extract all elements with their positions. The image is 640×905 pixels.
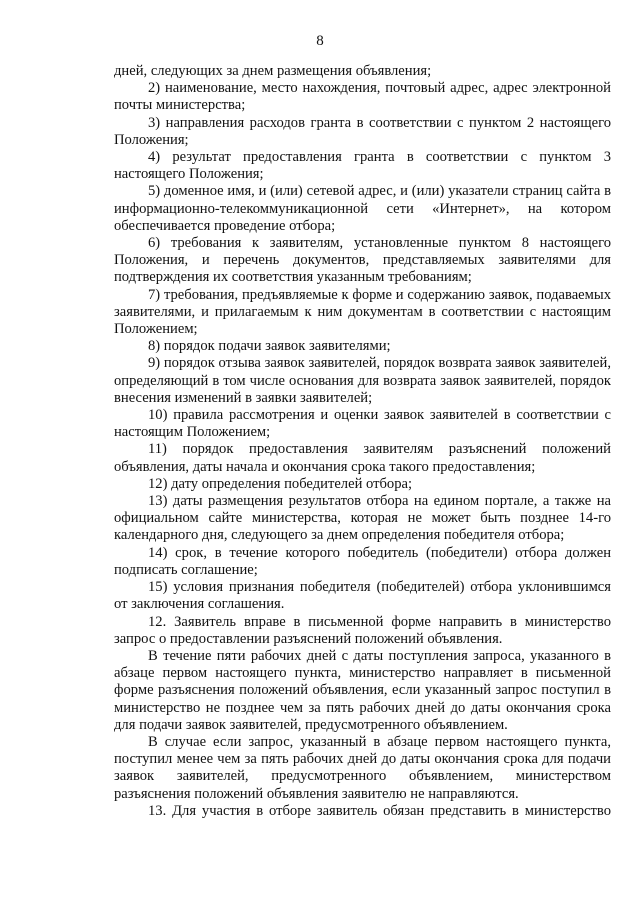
list-item-12: 12) дату определения победителей отбора; <box>148 475 413 492</box>
list-item-3: 3) направления расходов гранта в соответствии с пунктом 2 настоящего Положения; <box>114 114 611 148</box>
section-13: 13. Для участия в отборе заявитель обязан представить в министерство <box>148 802 611 819</box>
list-item-9: 9) порядок отзыва заявок заявителей, порядок возврата заявок заявителей, определяющий в том числе основания для возврата заявок заявителей, порядок внесения изменений в заявки заявителей; <box>114 355 611 406</box>
section-12: 12. Заявитель вправе в письменной форме направить в министерство запрос о предоставлении разъяснений положений объявления. <box>114 613 611 647</box>
list-item-14: 14) срок, в течение которого победитель (победители) отбора должен подписать соглашение; <box>114 544 611 578</box>
paragraph-continuation: дней, следующих за днем размещения объявления; <box>114 63 432 79</box>
list-item-15: 15) условия признания победителя (победителей) отбора уклонившимся от заключения соглашения. <box>114 579 611 613</box>
list-item-10: 10) правила рассмотрения и оценки заявок заявителей в соответствии с настоящим Положением; <box>114 407 611 441</box>
list-item-6: 6) требования к заявителям, установленные пунктом 8 настоящего Положения, и перечень документов, представляемых заявителями для подтверждения их соответствия указанным требованиям; <box>114 235 611 286</box>
list-item-5: 5) доменное имя, и (или) сетевой адрес, и (или) указатели страниц сайта в информационно-телекоммуникационной сети «Интернет», на котором обеспечивается проведение отбора; <box>114 183 611 234</box>
document-body <box>114 63 611 820</box>
list-item-7: 7) требования, предъявляемые к форме и содержанию заявок, подаваемых заявителями, и прилагаемым к ним документам в соответствии с настоящим Положением; <box>114 286 611 338</box>
page-number: 8 <box>316 33 324 49</box>
list-item-4: 4) результат предоставления гранта в соответствии с пунктом 3 настоящего Положения; <box>114 149 611 183</box>
section-12-paragraph-2: В течение пяти рабочих дней с даты поступления запроса, указанного в абзаце первом настоящего пункта, министерство направляет в письменной форме разъяснения положений объявления, если указанный запрос поступил в министерство не позднее чем за пять рабочих дней до даты окончания срока для подачи заявок заявителей, предусмотренного объявлением. <box>114 647 611 733</box>
list-item-11: 11) порядок предоставления заявителям разъяснений положений объявления, даты начала и окончания срока такого предоставления; <box>114 441 611 475</box>
list-item-2: 2) наименование, место нахождения, почтовый адрес, адрес электронной почты министерства; <box>114 80 611 114</box>
list-item-8: 8) порядок подачи заявок заявителями; <box>148 338 391 355</box>
list-item-13: 13) даты размещения результатов отбора на едином портале, а также на официальном сайте министерства, которая не может быть позднее 14-го календарного дня, следующего за днем определения победителя отбора; <box>114 493 611 544</box>
section-12-paragraph-3: В случае если запрос, указанный в абзаце первом настоящего пункта, поступил менее чем за пять рабочих дней до даты окончания срока для подачи заявок заявителей, предусмотренного объявлением, министерством разъяснения положений объявления заявителю не направляются. <box>114 733 611 802</box>
